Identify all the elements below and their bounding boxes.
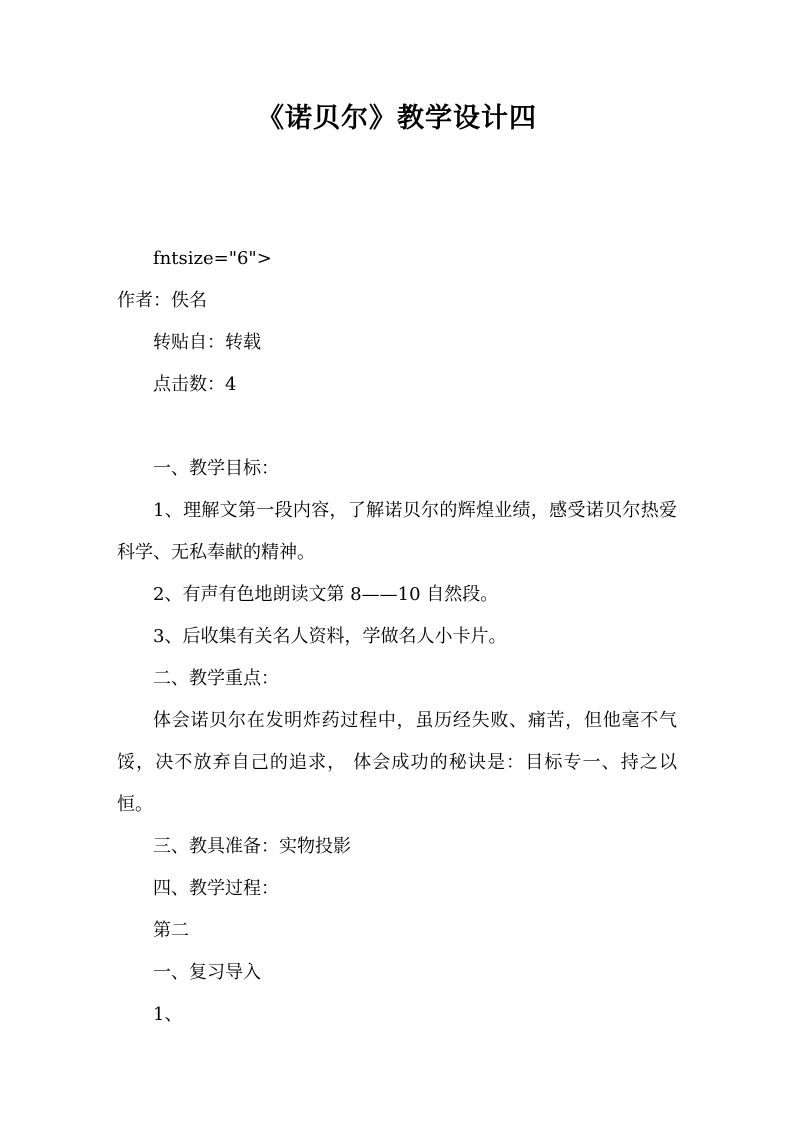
paragraph-gap (117, 406, 677, 448)
paragraph-goal-1: 1、理解文第一段内容，了解诺贝尔的辉煌业绩，感受诺贝尔热爱科学、无私奉献的精神。 (117, 500, 677, 563)
heading-teaching-focus: 二、教学重点： (153, 668, 279, 689)
paragraph-focus: 体会诺贝尔在发明炸药过程中，虽历经失败、痛苦，但他毫不气馁，决不放弃自己的追求， 体会成功的秘诀是：目标专一、持之以恒。 (117, 710, 677, 815)
heading-tools: 三、教具准备：实物投影 (153, 836, 351, 857)
paragraph-font-size-tag: fntsize="6"> (153, 248, 272, 269)
heading-process: 四、教学过程： (153, 878, 279, 899)
paragraph-author: 作者：佚名 (117, 290, 207, 311)
paragraph-click-count: 点击数：4 (153, 374, 237, 395)
paragraph-goal-2: 2、有声有色地朗读文第 8——10 自然段。 (153, 584, 499, 605)
heading-teaching-goals: 一、教学目标： (153, 458, 279, 479)
paragraph-second: 第二 (153, 920, 189, 941)
paragraph-source: 转贴自：转载 (153, 332, 261, 353)
document-title: 《诺贝尔》教学设计四 (257, 103, 537, 134)
paragraph-review-1: 1、 (153, 1004, 183, 1025)
heading-review-intro: 一、复习导入 (153, 962, 261, 983)
paragraph-goal-3: 3、后收集有关名人资料，学做名人小卡片。 (153, 626, 507, 647)
document-body (117, 238, 677, 1036)
